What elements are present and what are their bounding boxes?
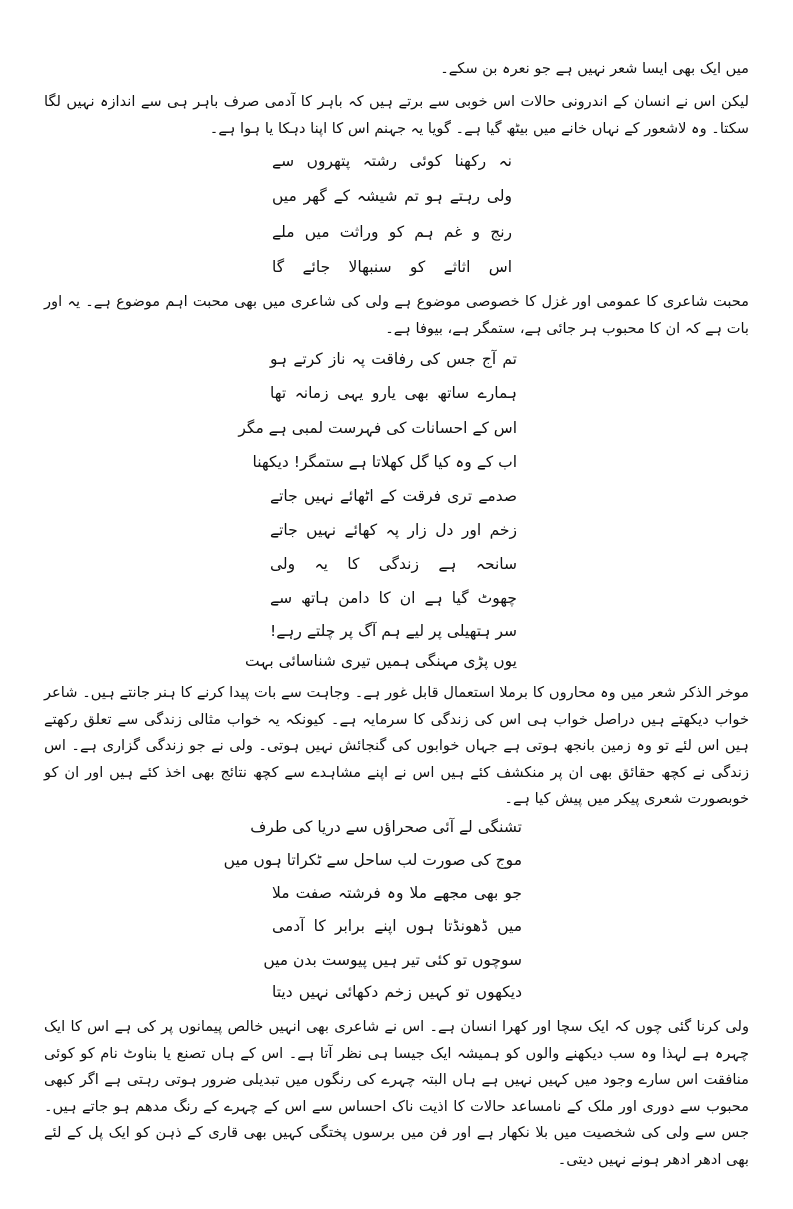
- verse-line: نہ رکھنا کوئی رشتہ پتھروں سے: [272, 152, 512, 170]
- verse-line: چھوٹ گیا ہے ان کا دامن ہاتھ سے: [270, 589, 517, 607]
- paragraph-5: [44, 1014, 749, 1173]
- paragraph-text: ولی کرنا گئی چوں کہ ایک سچا اور کھرا انسان ہے۔ اس نے شاعری بھی انہیں خالص پیمانوں پر کی ہے اس کا ایک چہرہ ہے لہذا وہ سب دیکھنے والوں کو ہمیشہ ایک جیسا ہی نظر آتا ہے۔ اس کے ہاں تصنع یا بناوٹ نام کو کوئی منافقت اس سارے وجود میں کہیں نہیں ہے ہاں البتہ چہرے کی رنگوں میں تبدیلی ضرور ہوتی رہتی ہے اگر کبھی محبوب سے دوری اور ملک کے نامساعد حالات کا اذیت ناک احساس سے اس کے چہرے کے رنگ مدھم ہو جاتے ہیں۔ جس سے ولی کی شخصیت میں بلا نکھار ہے اور فن میں برسوں پختگی کہیں بھی قاری کے ذہن کو ایک پل کے لئے بھی ادھر ادھر ہونے نہیں دیتی۔: [44, 1018, 749, 1168]
- paragraph-2: [44, 89, 749, 142]
- verse-line: سر ہتھیلی پر لیے ہم آگ پر چلتے رہے!: [270, 622, 517, 640]
- verse-line: میں ڈھونڈتا ہوں اپنے برابر کا آدمی: [272, 917, 522, 935]
- paragraph-4: [44, 680, 749, 813]
- verse-line: رنج و غم ہم کو وراثت میں ملے: [272, 223, 512, 241]
- paragraph-text: لیکن اس نے انسان کے اندرونی حالات اس خوبی سے برتے ہیں کہ باہر کا آدمی صرف باہر ہی سے اندازہ نہیں لگا سکتا۔ وہ لاشعور کے نہاں خانے میں بیٹھ گیا ہے۔ گویا یہ جہنم اس کا اپنا دہکا یا ہوا ہے۔: [44, 93, 749, 137]
- verse-line: جو بھی مجھے ملا وہ فرشتہ صفت ملا: [272, 884, 522, 902]
- verse-line: سوچوں تو کئی تیر ہیں پیوست بدن میں: [263, 951, 522, 969]
- verse-line: اس کے احسانات کی فہرست لمبی ہے مگر: [238, 419, 517, 437]
- verse-line: زخم اور دل زار پہ کھائے نہیں جاتے: [270, 521, 517, 539]
- verse-line: اس اثاثے کو سنبھالا جائے گا: [272, 258, 512, 276]
- verse-line: یوں پڑی مہنگی ہمیں تیری شناسائی بہت: [245, 652, 517, 670]
- verse-line: ولی رہتے ہو تم شیشہ کے گھر میں: [272, 187, 512, 205]
- verse-line: تم آج جس کی رفاقت پہ ناز کرتے ہو: [270, 350, 517, 368]
- verse-line: تشنگی لے آئی صحراؤں سے دریا کی طرف: [250, 818, 522, 836]
- paragraph-text: میں ایک بھی ایسا شعر نہیں ہے جو نعرہ بن سکے۔: [440, 60, 749, 77]
- verse-line: موج کی صورت لب ساحل سے ٹکراتا ہوں میں: [223, 851, 522, 869]
- verse-line: دیکھوں تو کہیں زخم دکھائی نہیں دیتا: [272, 983, 522, 1001]
- paragraph-3: [44, 289, 749, 342]
- verse-line: سانحہ ہے زندگی کا یہ ولی: [270, 555, 517, 573]
- paragraph-text: موخر الذکر شعر میں وہ محاروں کا برملا استعمال قابل غور ہے۔ وجاہت سے بات پیدا کرنے کا ہنر جانتے ہیں۔ شاعر خواب دیکھتے ہیں دراصل خواب ہی اس کی زندگی کا سرمایہ ہے۔ کیونکہ یہ خواب مثالی زندگی سے تعلق رکھتے ہیں اس لئے تو وہ زمین بانجھ ہوتی ہے جہاں خوابوں کی گنجائش نہیں ہوتی۔ ولی نے جو زندگی گزاری ہے۔ اس زندگی نے کچھ حقائق بھی ان پر منکشف کئے ہیں اس نے اپنے مشاہدے سے کچھ نتائج بھی اخذ کئے ہیں اور ان کو خوبصورت شعری پیکر میں پیش کیا ہے۔: [44, 684, 749, 807]
- verse-line: اب کے وہ کیا گل کھلاتا ہے ستمگر! دیکھنا: [252, 453, 517, 471]
- verse-line: ہمارے ساتھ بھی یارو یہی زمانہ تھا: [270, 384, 517, 402]
- verse-line: صدمے تری فرقت کے اٹھائے نہیں جاتے: [270, 487, 517, 505]
- paragraph-1: [44, 56, 749, 83]
- paragraph-text: محبت شاعری کا عمومی اور غزل کا خصوصی موضوع ہے ولی کی شاعری میں بھی محبت اہم موضوع ہے۔ یہ اور بات ہے کہ ان کا محبوب ہر جائی ہے، ستمگر ہے، بیوفا ہے۔: [44, 293, 749, 337]
